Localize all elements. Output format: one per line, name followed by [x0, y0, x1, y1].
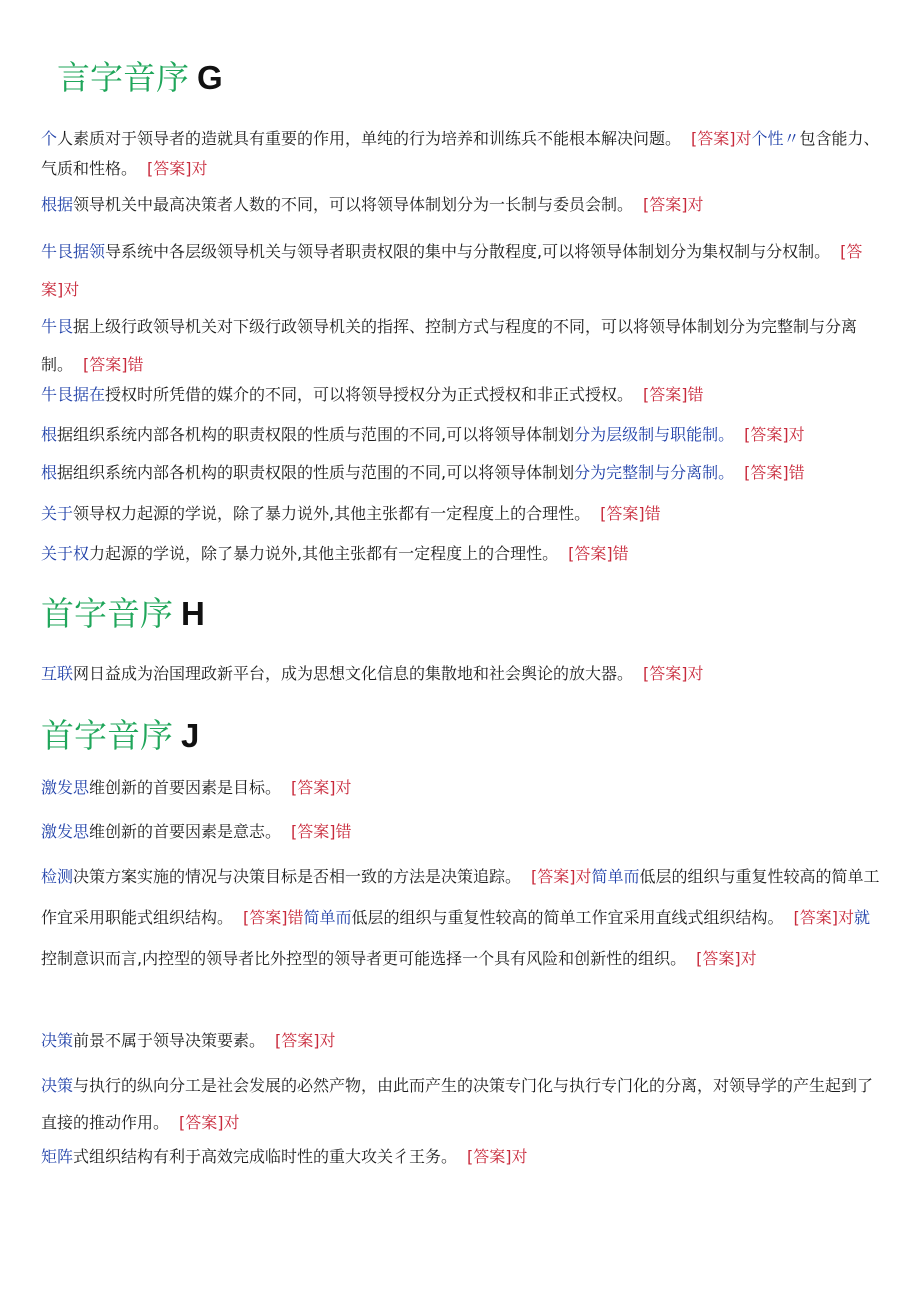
item-lead: 关于权	[41, 544, 90, 563]
list-item	[41, 1145, 883, 1169]
answer-label: [答案]对	[643, 664, 704, 683]
item-lead: 根	[41, 463, 58, 482]
section-heading-letter: H	[181, 595, 205, 632]
item-text: 低层的组织与重复性较高的简单工作宜采用职能式组织结构。	[41, 867, 880, 927]
list-item	[41, 193, 883, 217]
item-lead: 决策	[41, 1076, 74, 1095]
item-lead: 矩阵	[41, 1147, 74, 1166]
section-heading-text: 言字音序	[57, 58, 189, 97]
item-text: 控制意识而言,内控型的领导者比外控型的领导者更可能选择一个具有风险和创新性的组织。	[41, 949, 687, 968]
list-item	[41, 233, 883, 309]
answer-label: [答案]对	[467, 1147, 528, 1166]
item-text: 维创新的首要因素是意志。	[89, 822, 282, 841]
answer-label: [答案]错	[568, 544, 629, 563]
item-lead: 牛艮	[41, 317, 74, 336]
item-text: 包含能力、气质和性格。	[41, 129, 880, 178]
item-lead: 简单而	[591, 867, 640, 886]
item-lead: 牛艮据领	[41, 242, 106, 261]
section-heading-text: 首字音序	[41, 716, 173, 755]
list-item	[41, 308, 883, 384]
item-text-highlight: 分为层级制与职能制。	[574, 425, 735, 444]
list-item	[41, 423, 883, 447]
answer-label: [答案]对	[531, 867, 592, 886]
list-item	[41, 856, 883, 979]
item-lead: 个性〃	[751, 129, 800, 148]
answer-label: [答案]对	[696, 949, 757, 968]
item-text: 据组织系统内部各机构的职责权限的性质与范围的不同,可以将领导体制划	[57, 425, 575, 444]
answer-label: [答案]对	[643, 195, 704, 214]
item-lead: 检测	[41, 867, 74, 886]
item-lead: 根	[41, 425, 58, 444]
section-heading-j	[41, 716, 199, 756]
section-heading-h	[41, 594, 205, 634]
item-text: 据组织系统内部各机构的职责权限的性质与范围的不同,可以将领导体制划	[57, 463, 575, 482]
answer-label: [答案]错	[744, 463, 805, 482]
item-text: 授权时所凭借的媒介的不同，可以将领导授权分为正式授权和非正式授权。	[105, 385, 634, 404]
section-heading-letter: G	[197, 59, 223, 96]
item-text: 网日益成为治国理政新平台，成为思想文化信息的集散地和社会舆论的放大器。	[73, 664, 634, 683]
answer-label: [答案]对	[793, 908, 855, 927]
item-lead: 关于	[41, 504, 74, 523]
answer-label: [答案]对	[744, 425, 805, 444]
item-lead: 根据	[41, 195, 74, 214]
item-text: 低层的组织与重复性较高的简单工作宜采用直线式组织结构。	[351, 908, 784, 927]
item-text: 决策方案实施的情况与决策目标是否相一致的方法是决策追踪。	[73, 867, 522, 886]
item-text: 据上级行政领导机关对下级行政领导机关的指挥、控制方式与程度的不同，可以将领导体制划分为完整制与分离制。	[41, 317, 858, 374]
answer-label: [答案]对	[691, 129, 752, 148]
item-text: 人素质对于领导者的造就具有重要的作用，单纯的行为培养和训练兵不能根本解决问题。	[57, 129, 682, 148]
list-item	[41, 776, 883, 800]
item-lead: 牛艮据在	[41, 385, 106, 404]
section-heading-letter: J	[181, 717, 200, 754]
list-item	[41, 124, 883, 184]
list-item	[41, 1029, 883, 1053]
list-item	[41, 1067, 883, 1141]
list-item	[41, 820, 883, 844]
item-text: 维创新的首要因素是目标。	[89, 778, 282, 797]
answer-label: [答案]对	[275, 1031, 336, 1050]
item-text: 式组织结构有利于高效完成临时性的重大攻关彳王务。	[73, 1147, 458, 1166]
item-text: 领导权力起源的学说，除了暴力说外,其他主张都有一定程度上的合理性。	[73, 504, 591, 523]
section-heading-text: 首字音序	[41, 594, 173, 633]
answer-label: [答案]对	[41, 242, 863, 299]
item-lead: 互联	[41, 664, 74, 683]
answer-label: [答案]对	[179, 1113, 240, 1132]
item-lead: 决策	[41, 1031, 74, 1050]
list-item	[41, 502, 883, 526]
list-item	[41, 383, 883, 407]
item-lead: 激发思	[41, 778, 90, 797]
item-lead: 就	[854, 908, 871, 927]
answer-label: [答案]错	[243, 908, 304, 927]
section-heading-g	[57, 58, 223, 98]
answer-label: [答案]对	[147, 159, 208, 178]
item-text: 与执行的纵向分工是社会发展的必然产物，由此而产生的决策专门化与执行专门化的分离，对领导学的产生起到了直接的推动作用。	[41, 1076, 874, 1132]
item-text: 领导机关中最高决策者人数的不同，可以将领导体制划分为一长制与委员会制。	[73, 195, 634, 214]
item-lead: 个	[41, 129, 58, 148]
item-text-highlight: 分为完整制与分离制。	[574, 463, 735, 482]
list-item	[41, 461, 883, 485]
item-text: 前景不属于领导决策要素。	[73, 1031, 266, 1050]
answer-label: [答案]错	[291, 822, 352, 841]
answer-label: [答案]错	[643, 385, 704, 404]
item-text: 力起源的学说，除了暴力说外,其他主张都有一定程度上的合理性。	[89, 544, 559, 563]
answer-label: [答案]错	[83, 355, 144, 374]
answer-label: [答案]对	[291, 778, 352, 797]
item-lead: 简单而	[303, 908, 352, 927]
list-item	[41, 662, 883, 686]
answer-label: [答案]错	[600, 504, 661, 523]
item-lead: 激发思	[41, 822, 90, 841]
list-item	[41, 542, 883, 566]
item-text: 导系统中各层级领导机关与领导者职责权限的集中与分散程度,可以将领导体制划分为集权制与分权制。	[105, 242, 831, 261]
